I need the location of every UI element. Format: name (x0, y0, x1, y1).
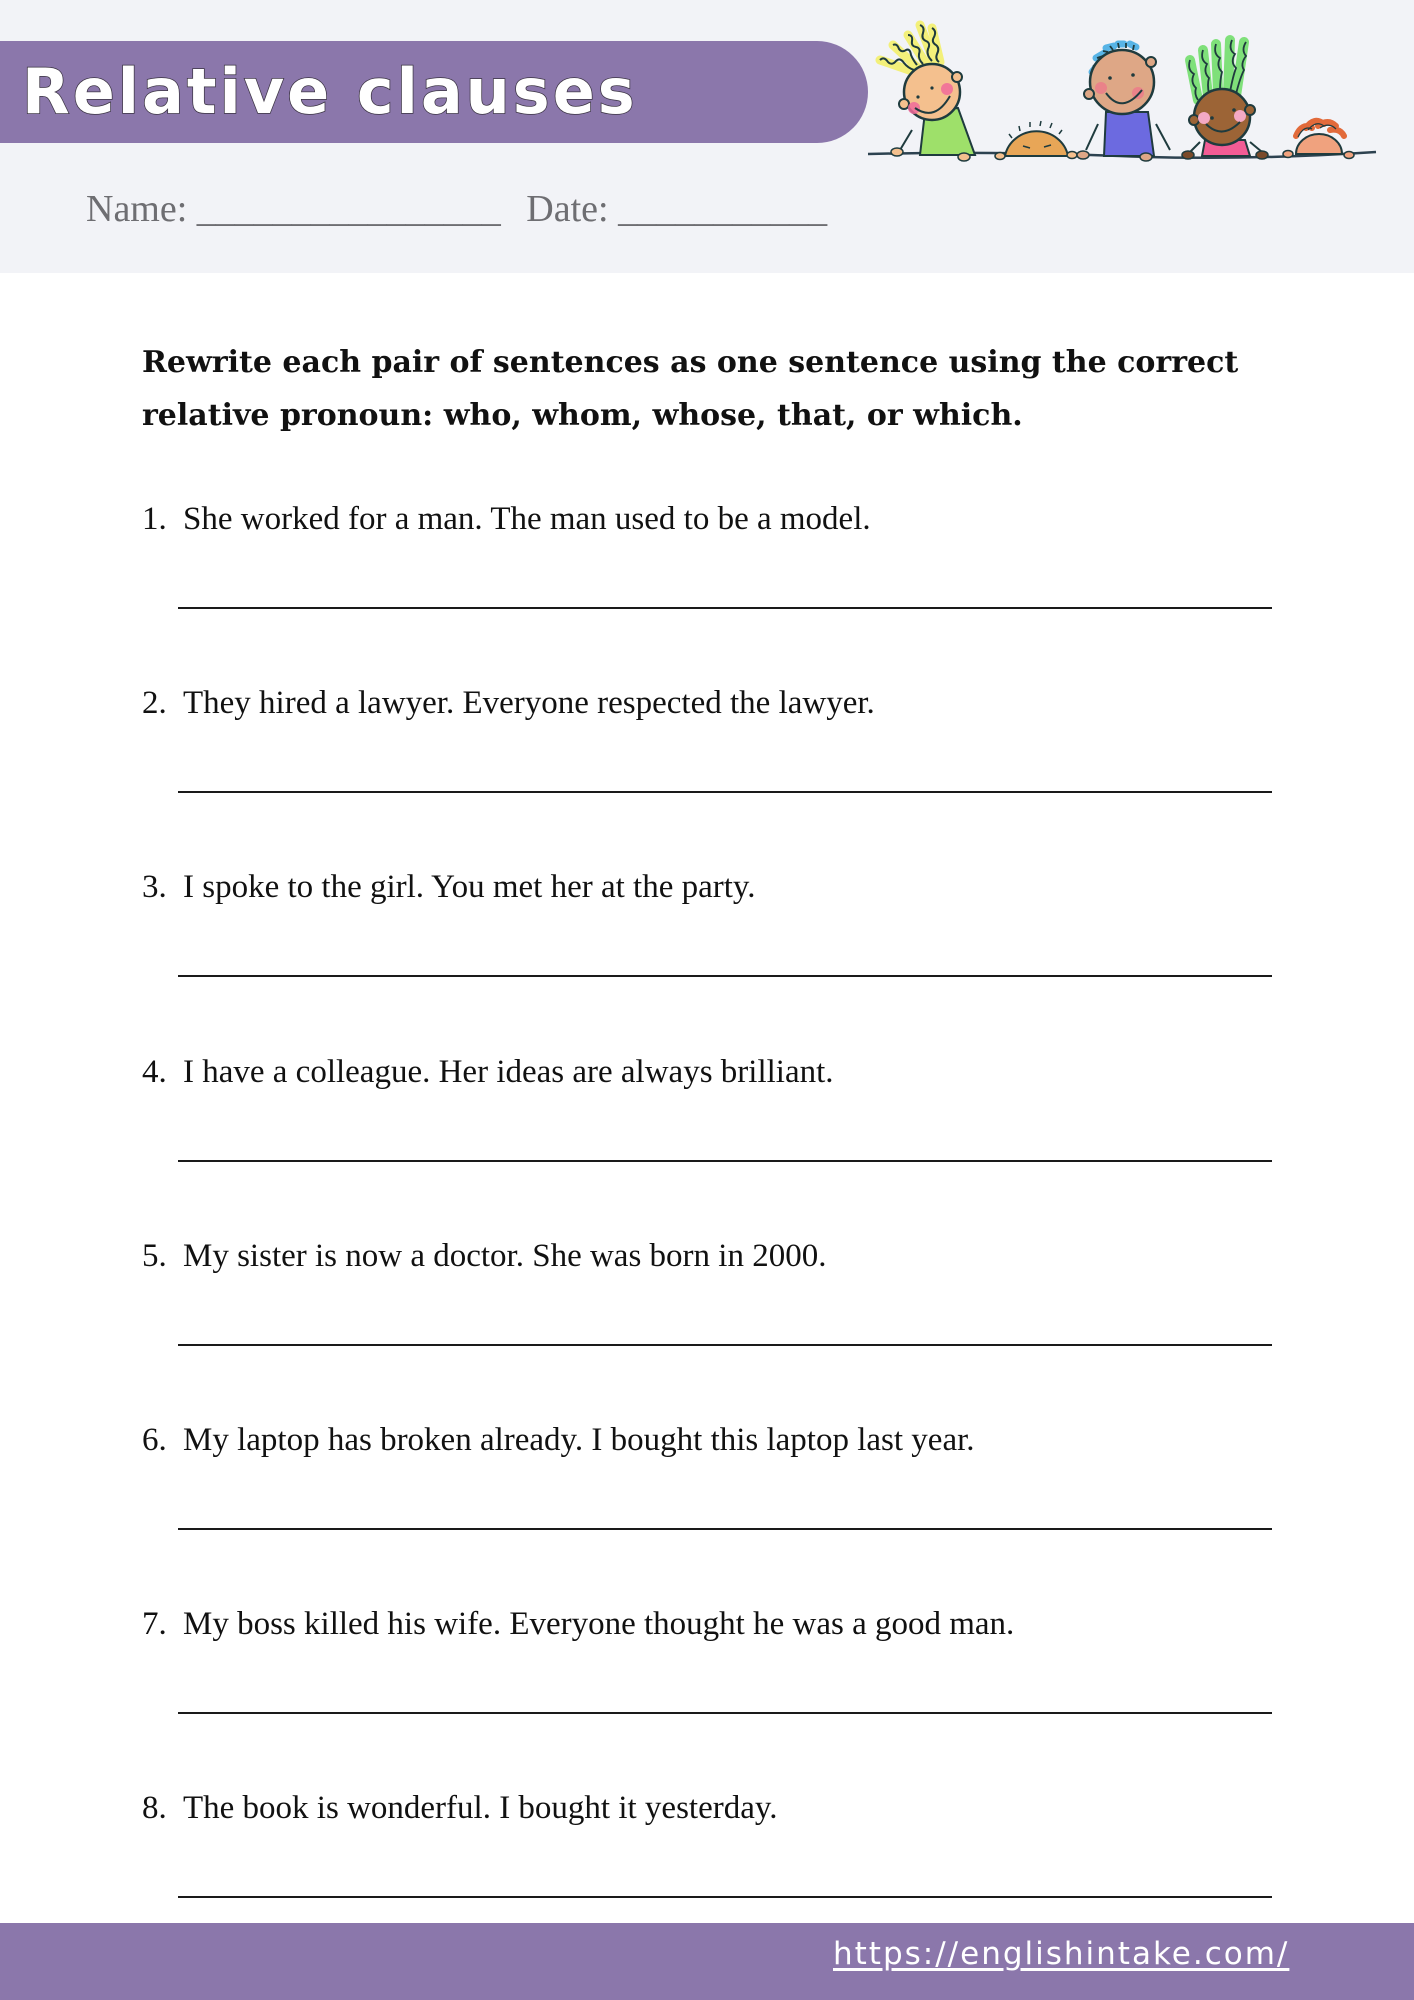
item-text: They hired a lawyer. Everyone respected the lawyer. (183, 685, 875, 721)
answer-line[interactable] (178, 1160, 1272, 1162)
item-number: 4. (142, 1054, 167, 1090)
exercise-item (142, 865, 756, 909)
exercise-item (142, 1418, 975, 1462)
item-text: My sister is now a doctor. She was born in 2000. (183, 1238, 827, 1274)
item-number: 2. (142, 685, 167, 721)
name-date-row (86, 187, 827, 231)
item-number: 8. (142, 1790, 167, 1826)
exercise-item (142, 1602, 1014, 1646)
answer-line[interactable] (178, 1528, 1272, 1530)
exercise-item (142, 1786, 777, 1830)
exercise-item (142, 681, 875, 725)
exercise-item (142, 1234, 826, 1278)
page-title: Relative clauses (22, 55, 638, 128)
website-link[interactable]: https://englishintake.com/ (833, 1936, 1290, 1972)
answer-line[interactable] (178, 607, 1272, 609)
item-number: 1. (142, 501, 167, 537)
item-text: My boss killed his wife. Everyone thought he was a good man. (183, 1606, 1015, 1642)
answer-line[interactable] (178, 1344, 1272, 1346)
name-field[interactable]: ________________ (196, 188, 501, 230)
date-label: Date: (526, 188, 609, 230)
exercise-item (142, 497, 871, 541)
item-number: 5. (142, 1238, 167, 1274)
kid-blue-hair-icon (1077, 43, 1170, 161)
item-text: She worked for a man. The man used to be a model. (183, 501, 871, 537)
instructions: Rewrite each pair of sentences as one sentence using the correct relative pronoun: who, whom, whose, that, or which. (142, 345, 1239, 433)
kid-green-hair-icon (1182, 40, 1268, 159)
kid-peeking-orange-icon (995, 121, 1077, 160)
name-label: Name: (86, 188, 188, 230)
item-number: 3. (142, 869, 167, 905)
item-number: 7. (142, 1606, 167, 1642)
kid-yellow-hair-icon (880, 25, 975, 161)
answer-line[interactable] (178, 1712, 1272, 1714)
item-text: My laptop has broken already. I bought this laptop last year. (183, 1422, 975, 1458)
answer-line[interactable] (178, 1896, 1272, 1898)
kids-peeking-over-line-icon (860, 0, 1380, 175)
date-field[interactable]: ___________ (618, 188, 828, 230)
item-number: 6. (142, 1422, 167, 1458)
item-text: The book is wonderful. I bought it yesterday. (183, 1790, 778, 1826)
answer-line[interactable] (178, 791, 1272, 793)
item-text: I have a colleague. Her ideas are always brilliant. (183, 1054, 834, 1090)
item-text: I spoke to the girl. You met her at the party. (183, 869, 756, 905)
answer-line[interactable] (178, 975, 1272, 977)
exercise-item (142, 1050, 834, 1094)
